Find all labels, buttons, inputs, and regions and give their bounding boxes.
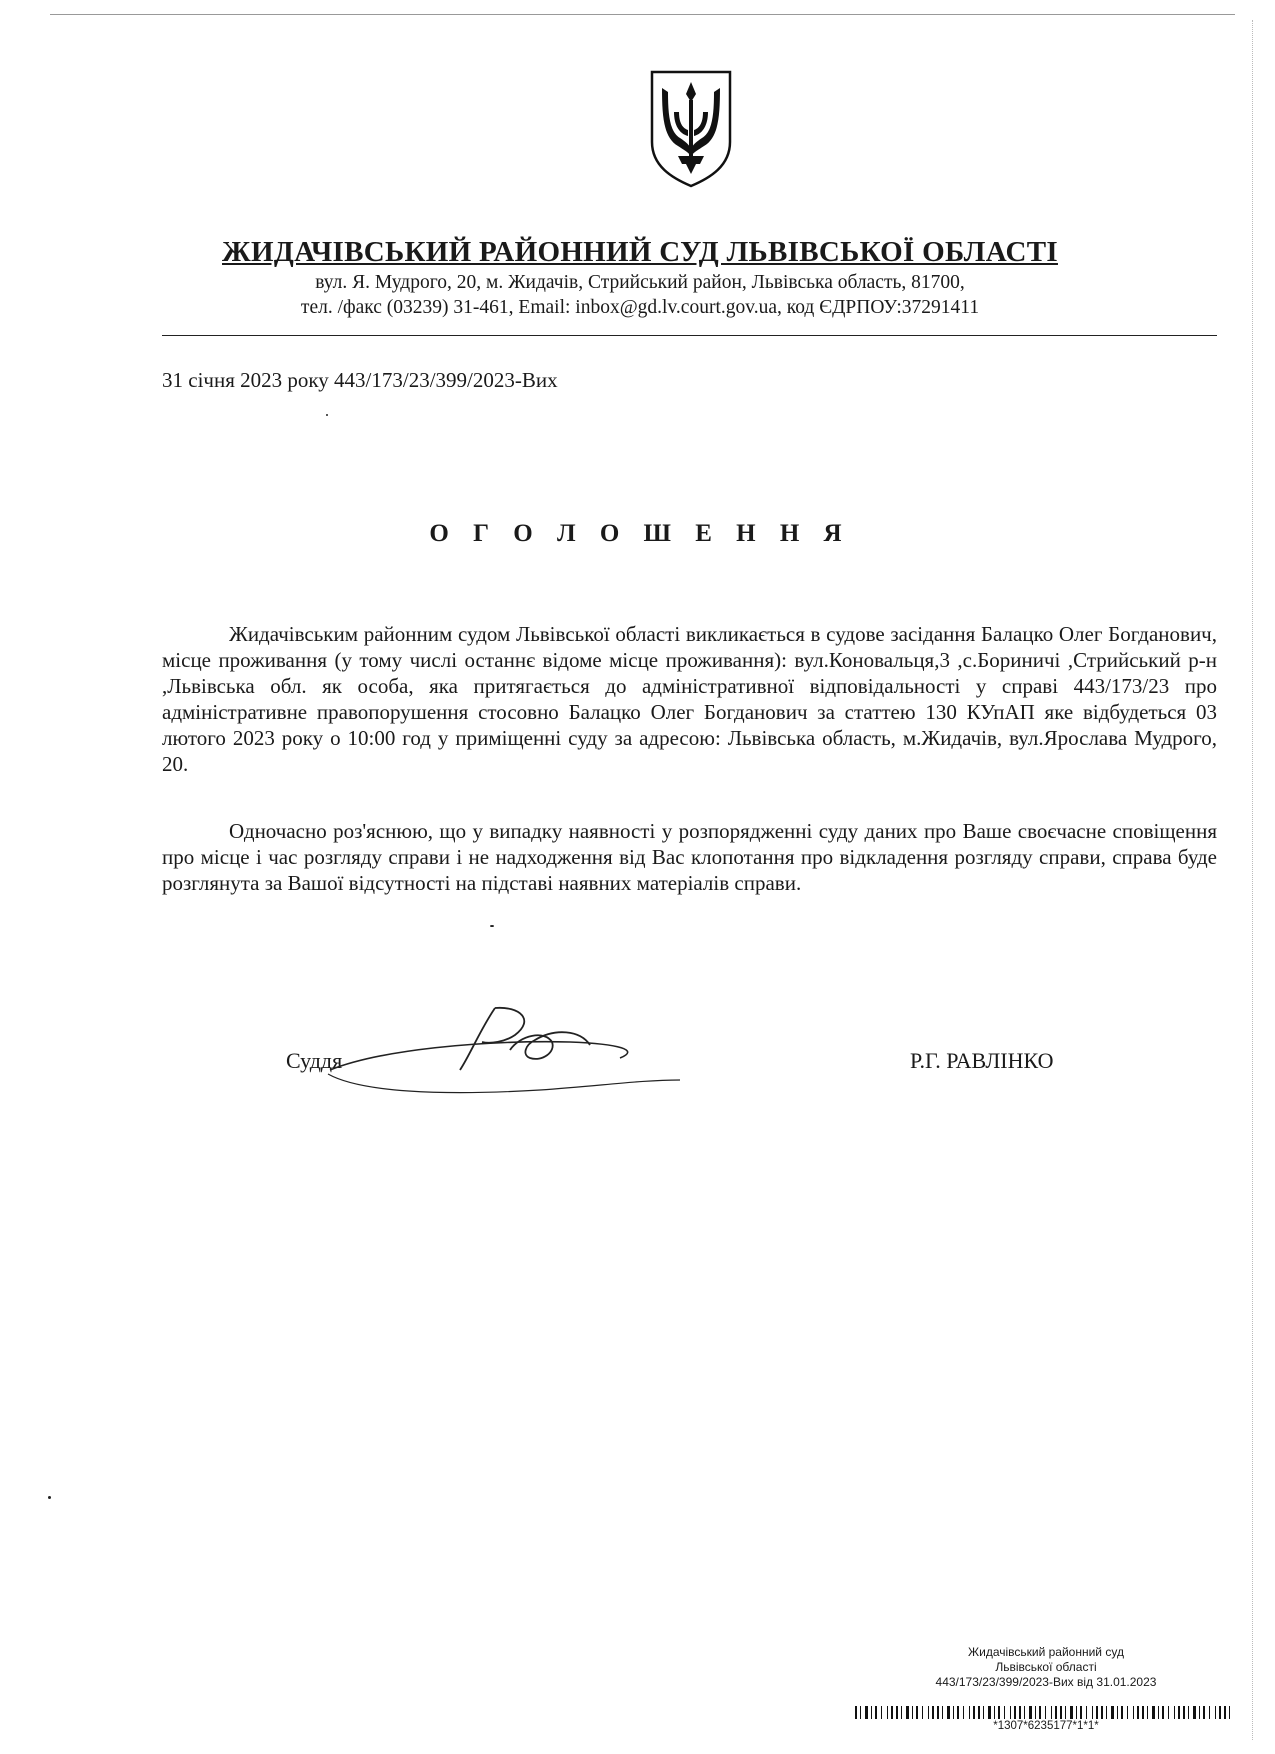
court-address: вул. Я. Мудрого, 20, м. Жидачів, Стрийський район, Львівська область, 81700,: [315, 272, 965, 293]
barcode-bar: [875, 1706, 877, 1719]
barcode-bar: [1010, 1706, 1011, 1719]
barcode-bar: [901, 1706, 902, 1719]
barcode-bar: [978, 1706, 980, 1719]
body-paragraph-explanation: Одночасно роз'яснюю, що у випадку наявності у розпорядженні суду даних про Ваше своєчасне сповіщення про місце і час розгляду справи і не надходження від Вас клопотання про відкладення розгляду справи, справа буде розглянута за Вашої відсутності на підставі наявних матеріалів справи.: [162, 819, 1217, 895]
barcode-bar: [1121, 1706, 1123, 1719]
barcode-bar: [855, 1706, 857, 1719]
barcode: [855, 1706, 1235, 1719]
scan-speck: [490, 925, 494, 927]
barcode-bar: [1070, 1706, 1073, 1719]
date-reference-number: 31 січня 2023 року 443/173/23/399/2023-Вих: [162, 368, 558, 392]
barcode-bar: [896, 1706, 898, 1719]
barcode-bar: [891, 1706, 893, 1719]
notice-title: О Г О Л О Ш Е Н Н Я: [429, 520, 851, 547]
barcode-bar: [937, 1706, 939, 1719]
barcode-bar: [906, 1706, 909, 1719]
barcode-bar: [1117, 1706, 1118, 1719]
barcode-bar: [994, 1706, 995, 1719]
judge-name: Р.Г. РАВЛІНКО: [910, 1048, 1054, 1073]
barcode-bar: [932, 1706, 934, 1719]
barcode-bar: [1133, 1706, 1134, 1719]
barcode-bar: [1219, 1706, 1221, 1719]
barcode-bar: [860, 1706, 861, 1719]
barcode-bar: [1162, 1706, 1164, 1719]
barcode-bar: [1086, 1706, 1087, 1719]
stamp-region: Львівської області: [995, 1660, 1097, 1674]
barcode-bar: [1051, 1706, 1052, 1719]
barcode-text: *1307*6235177*1*1*: [993, 1720, 1099, 1732]
stamp-outgoing-number: 443/173/23/399/2023-Вих від 31.01.2023: [935, 1675, 1157, 1689]
barcode-bar: [963, 1706, 964, 1719]
barcode-bar: [1178, 1706, 1180, 1719]
barcode-bar: [912, 1706, 913, 1719]
stamp-court-name: Жидачівський районний суд: [968, 1645, 1124, 1659]
barcode-bar: [1183, 1706, 1185, 1719]
barcode-bar: [1229, 1706, 1230, 1719]
barcode-bar: [1168, 1706, 1169, 1719]
barcode-bar: [983, 1706, 984, 1719]
barcode-bar: [1092, 1706, 1093, 1719]
barcode-bar: [1111, 1706, 1114, 1719]
barcode-bar: [1019, 1706, 1021, 1719]
barcode-bar: [947, 1706, 950, 1719]
barcode-bar: [1096, 1706, 1098, 1719]
barcode-bar: [881, 1706, 882, 1719]
barcode-bar: [1152, 1706, 1155, 1719]
barcode-bar: [1147, 1706, 1148, 1719]
barcode-bar: [942, 1706, 943, 1719]
barcode-bar: [1065, 1706, 1066, 1719]
barcode-bar: [998, 1706, 1000, 1719]
barcode-bar: [1045, 1706, 1046, 1719]
barcode-bar: [1203, 1706, 1205, 1719]
barcode-bar: [865, 1706, 868, 1719]
barcode-bar: [1080, 1706, 1082, 1719]
barcode-bar: [1174, 1706, 1175, 1719]
barcode-bar: [1004, 1706, 1005, 1719]
barcode-bar: [928, 1706, 929, 1719]
scan-speck: [48, 1496, 51, 1499]
barcode-bar: [1137, 1706, 1139, 1719]
barcode-bar: [1060, 1706, 1062, 1719]
barcode-bar: [871, 1706, 872, 1719]
registry-stamp: [846, 1645, 1246, 1690]
scan-edge-line-right: [1252, 20, 1253, 1740]
barcode-bar: [953, 1706, 954, 1719]
scan-speck: [326, 414, 328, 416]
barcode-bar: [1193, 1706, 1196, 1719]
barcode-bar: [1142, 1706, 1144, 1719]
barcode-bar: [1158, 1706, 1159, 1719]
barcode-bar: [922, 1706, 923, 1719]
barcode-bar: [1014, 1706, 1016, 1719]
barcode-bar: [916, 1706, 918, 1719]
barcode-bar: [1224, 1706, 1226, 1719]
barcode-bar: [1101, 1706, 1103, 1719]
court-name-heading: ЖИДАЧІВСЬКИЙ РАЙОННИЙ СУД ЛЬВІВСЬКОЇ ОБЛАСТІ: [222, 236, 1058, 268]
barcode-bar: [973, 1706, 975, 1719]
barcode-bar: [1035, 1706, 1036, 1719]
barcode-bar: [1029, 1706, 1032, 1719]
barcode-bar: [1106, 1706, 1107, 1719]
barcode-bar: [1209, 1706, 1210, 1719]
barcode-bar: [1039, 1706, 1041, 1719]
judge-label: Суддя: [286, 1048, 343, 1073]
barcode-bar: [887, 1706, 888, 1719]
barcode-bar: [1024, 1706, 1025, 1719]
barcode-bar: [1188, 1706, 1189, 1719]
body-paragraph-summons: Жидачівським районним судом Львівської області викликається в судове засідання Балацко Олег Богданович, місце проживання (у тому числі останнє відоме місце проживання): вул.Коновальця,3 ,с.Бориничі ,Стрийський р-н ,Львівська обл. як особа, яка притягається до адміністративної відповідальності у справі 443/173/23 про адміністративне правопорушення стосовно Балацко Олег Богданович за статтею 130 КУпАП яке відбудеться 03 лютого 2023 року о 10:00 год у приміщенні суду за адресою: Львівська область, м.Жидачів, вул.Ярослава Мудрого, 20.: [162, 622, 1217, 776]
barcode-bar: [1127, 1706, 1128, 1719]
barcode-bar: [969, 1706, 970, 1719]
handwritten-signature: [320, 1000, 700, 1110]
scan-edge-line: [50, 14, 1235, 15]
court-contacts: тел. /факс (03239) 31-461, Email: inbox@gd.lv.court.gov.ua, код ЄДРПОУ:37291411: [300, 297, 980, 318]
trident-coat-of-arms-icon: [648, 68, 734, 188]
barcode-bar: [1215, 1706, 1216, 1719]
barcode-bar: [1199, 1706, 1200, 1719]
barcode-bar: [1076, 1706, 1077, 1719]
barcode-bar: [988, 1706, 991, 1719]
barcode-bar: [957, 1706, 959, 1719]
header-divider: [162, 335, 1217, 336]
barcode-bar: [1055, 1706, 1057, 1719]
